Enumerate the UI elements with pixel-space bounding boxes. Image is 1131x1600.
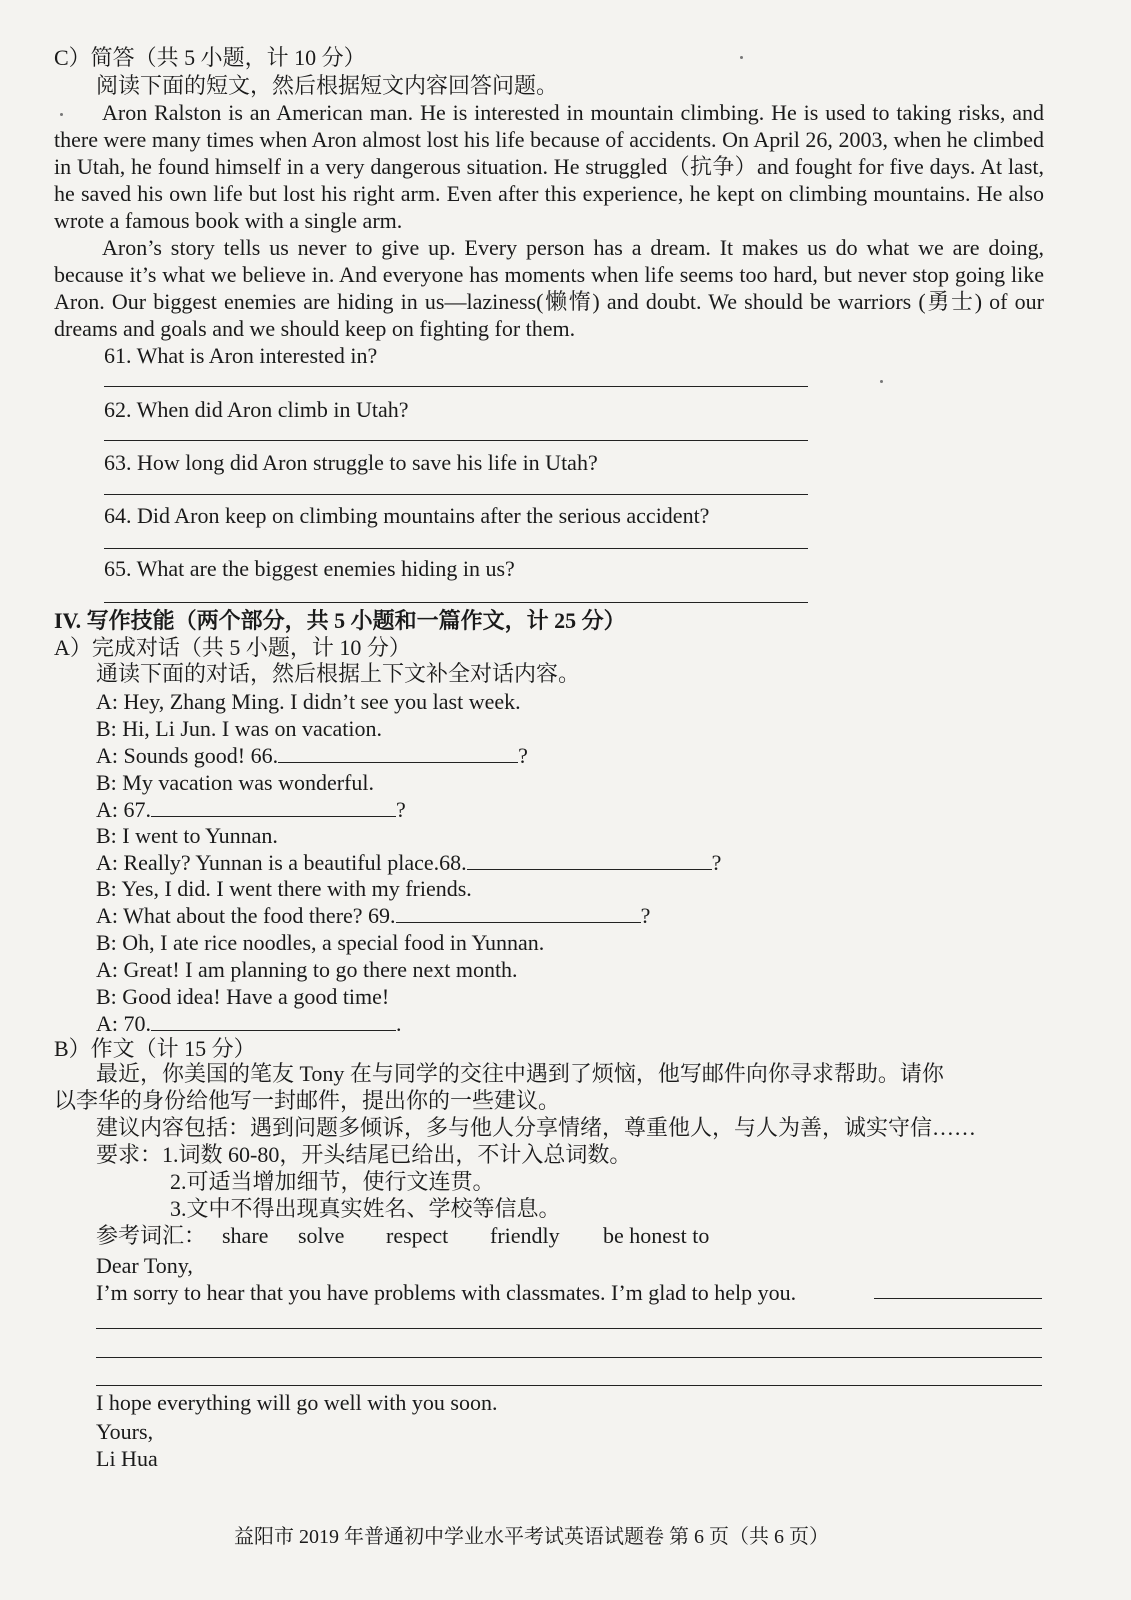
blank-68[interactable] — [467, 849, 712, 870]
vocab-word-share: share — [222, 1223, 269, 1248]
dialogue-69-prefix: A: What about the food there? 69. — [96, 903, 396, 928]
scan-speck — [740, 56, 743, 59]
dialogue-line-6: B: I went to Yunnan. — [96, 823, 278, 848]
dialogue-line-8: B: Yes, I did. I went there with my friends. — [96, 876, 472, 901]
section-c-instruction: 阅读下面的短文，然后根据短文内容回答问题。 — [96, 73, 559, 98]
part-b-prompt-line-1: 最近，你美国的笔友 Tony 在与同学的交往中遇到了烦恼，他写邮件向你寻求帮助。请你 — [96, 1061, 944, 1086]
vocab-word-respect: respect — [386, 1223, 449, 1248]
question-61: 61. What is Aron interested in? — [104, 343, 378, 368]
requirement-3: 3.文中不得出现真实姓名、学校等信息。 — [170, 1196, 561, 1221]
requirement-1: 要求：1.词数 60-80，开头结尾已给出，不计入总词数。 — [96, 1142, 632, 1167]
answer-line-61[interactable] — [104, 386, 808, 387]
section-iv-heading: IV. 写作技能（两个部分，共 5 小题和一篇作文，计 25 分） — [54, 608, 626, 633]
question-64: 64. Did Aron keep on climbing mountains after the serious accident? — [104, 503, 710, 528]
dialogue-line-13 — [96, 1010, 402, 1037]
dialogue-line-11: A: Great! I am planning to go there next month. — [96, 957, 518, 982]
vocab-word-friendly: friendly — [490, 1223, 560, 1248]
letter-signature: Li Hua — [96, 1446, 158, 1471]
dialogue-line-1: A: Hey, Zhang Ming. I didn’t see you last week. — [96, 689, 521, 714]
letter-signoff: Yours, — [96, 1419, 154, 1444]
section-c-heading: C）简答（共 5 小题，计 10 分） — [54, 45, 366, 70]
scan-speck — [880, 380, 883, 383]
vocab-word-solve: solve — [298, 1223, 345, 1248]
answer-line-65[interactable] — [104, 602, 808, 603]
question-65: 65. What are the biggest enemies hiding in us? — [104, 556, 515, 581]
passage-paragraph-1: Aron Ralston is an American man. He is interested in mountain climbing. He is used to taking risks, and there were many times when Aron almost lost his life because of accidents. On April 26, 2003, when he climbed in Utah, he found himself in a very dangerous situation. He struggled（抗争）and fought for five days. At last, he saved his own life but lost his right arm. Even after this experience, he kept on climbing mountains. He also wrote a famous book with a single arm. — [54, 100, 1044, 233]
question-62: 62. When did Aron climb in Utah? — [104, 397, 409, 422]
essay-line-4[interactable] — [96, 1385, 1042, 1386]
dialogue-line-7 — [96, 849, 721, 876]
dialogue-line-2: B: Hi, Li Jun. I was on vacation. — [96, 716, 382, 741]
dialogue-70-suffix: . — [396, 1011, 402, 1036]
essay-line-3[interactable] — [96, 1357, 1042, 1358]
essay-line-2[interactable] — [96, 1328, 1042, 1329]
part-a-instruction: 通读下面的对话，然后根据上下文补全对话内容。 — [96, 661, 581, 686]
dialogue-line-12: B: Good idea! Have a good time! — [96, 984, 390, 1009]
dialogue-66-suffix: ? — [518, 743, 528, 768]
dialogue-68-suffix: ? — [711, 850, 722, 875]
essay-line-1[interactable] — [874, 1298, 1042, 1299]
dialogue-line-5 — [96, 796, 406, 823]
letter-opening: I’m sorry to hear that you have problems with classmates. I’m glad to help you. — [96, 1280, 797, 1305]
dialogue-66-prefix: A: Sounds good! 66. — [96, 743, 279, 768]
answer-line-63[interactable] — [104, 494, 808, 495]
dialogue-70-prefix: A: 70. — [96, 1011, 151, 1036]
letter-closing: I hope everything will go well with you soon. — [96, 1390, 498, 1415]
dialogue-line-4: B: My vacation was wonderful. — [96, 770, 374, 795]
part-b-prompt-line-2: 以李华的身份给他写一封邮件，提出你的一些建议。 — [54, 1088, 561, 1113]
answer-line-64[interactable] — [104, 548, 808, 549]
blank-66[interactable] — [278, 742, 518, 763]
part-a-heading: A）完成对话（共 5 小题，计 10 分） — [54, 635, 411, 660]
blank-70[interactable] — [151, 1010, 396, 1031]
blank-67[interactable] — [151, 796, 396, 817]
question-63: 63. How long did Aron struggle to save his life in Utah? — [104, 450, 598, 475]
dialogue-67-suffix: ? — [396, 797, 406, 822]
vocab-phrase-be-honest-to: be honest to — [603, 1223, 710, 1248]
dialogue-69-suffix: ? — [640, 903, 651, 928]
dialogue-line-3 — [96, 742, 528, 769]
dialogue-68-prefix: A: Really? Yunnan is a beautiful place.68. — [96, 850, 467, 875]
page-footer: 益阳市 2019 年普通初中学业水平考试英语试题卷 第 6 页（共 6 页） — [234, 1526, 829, 1548]
vocabulary-label: 参考词汇： — [96, 1223, 207, 1248]
dialogue-line-9 — [96, 902, 650, 929]
answer-line-62[interactable] — [104, 440, 808, 441]
scan-speck — [60, 113, 63, 116]
part-b-heading: B）作文（计 15 分） — [54, 1036, 256, 1061]
dialogue-67-prefix: A: 67. — [96, 797, 151, 822]
letter-greeting: Dear Tony, — [96, 1253, 193, 1278]
requirement-2: 2.可适当增加细节，使行文连贯。 — [170, 1169, 495, 1194]
part-b-suggestions: 建议内容包括：遇到问题多倾诉，多与他人分享情绪，尊重他人，与人为善，诚实守信…… — [96, 1115, 977, 1140]
blank-69[interactable] — [396, 902, 641, 923]
dialogue-line-10: B: Oh, I ate rice noodles, a special food in Yunnan. — [96, 930, 545, 955]
passage-paragraph-2: Aron’s story tells us never to give up. Every person has a dream. It makes us do what we are doing, because it’s what we believe in. And everyone has moments when life seems too hard, but never stop going like Aron. Our biggest enemies are hiding in us—laziness(懒惰) and doubt. We should be warriors (勇士) of our dreams and goals and we should keep on fighting for them. — [54, 235, 1044, 341]
